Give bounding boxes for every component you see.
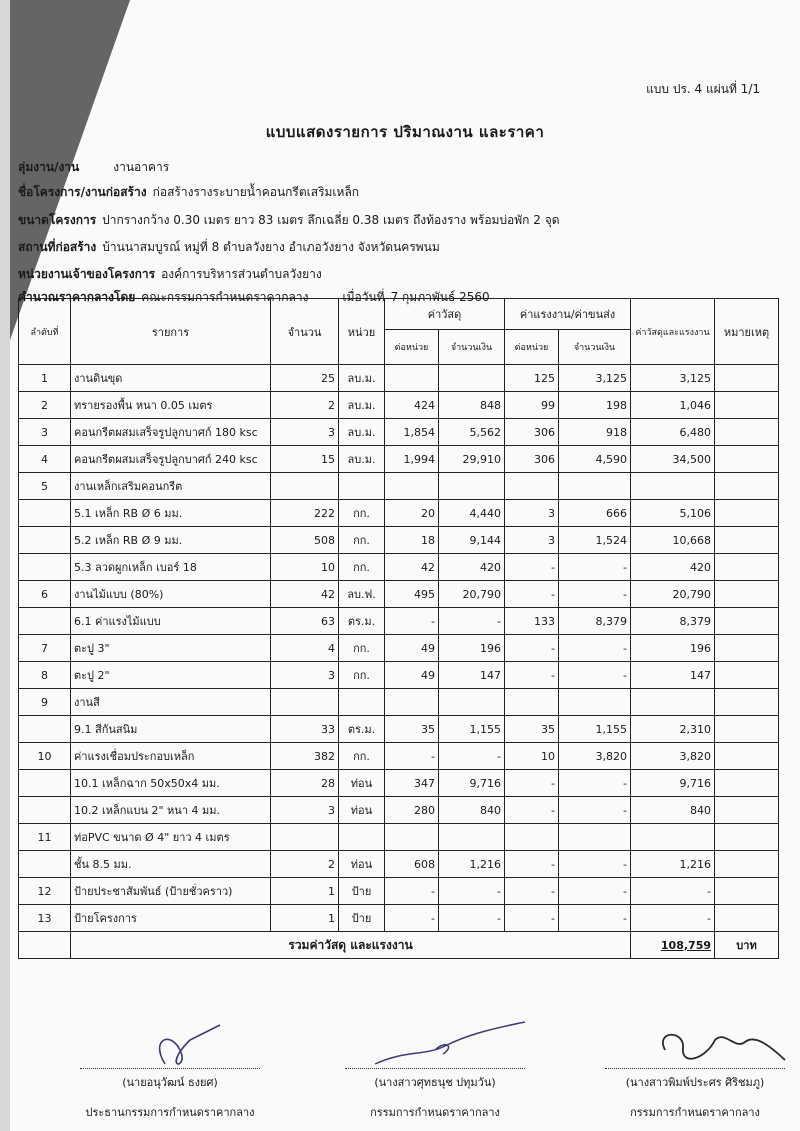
row-qty	[271, 824, 339, 851]
signature-block-2	[335, 1020, 535, 1121]
row-labor-unit-price: 306	[505, 419, 559, 446]
row-item: ตะปู 3"	[71, 635, 271, 662]
document-title: แบบแสดงรายการ ปริมาณงาน และราคา	[265, 123, 545, 141]
row-no	[19, 851, 71, 878]
info-group	[18, 158, 169, 177]
row-unit: ป้าย	[339, 878, 385, 905]
row-labor-unit-price: -	[505, 851, 559, 878]
row-unit: กก.	[339, 662, 385, 689]
info-size	[18, 211, 560, 230]
total-label: รวมค่าวัสดุ และแรงงาน	[71, 932, 631, 959]
row-total: 8,379	[631, 608, 715, 635]
row-total: 147	[631, 662, 715, 689]
row-item: ป้ายโครงการ	[71, 905, 271, 932]
row-labor-amount: -	[559, 797, 631, 824]
row-note	[715, 662, 779, 689]
row-material-amount: 29,910	[439, 446, 505, 473]
row-no	[19, 716, 71, 743]
header-material: ค่าวัสดุ	[385, 299, 505, 330]
row-note	[715, 743, 779, 770]
row-unit	[339, 824, 385, 851]
row-item: ท่อPVC ขนาด Ø 4" ยาว 4 เมตร	[71, 824, 271, 851]
row-note	[715, 365, 779, 392]
row-material-unit-price: 42	[385, 554, 439, 581]
row-note	[715, 446, 779, 473]
row-qty: 42	[271, 581, 339, 608]
table-row	[19, 500, 779, 527]
row-item: 5.2 เหล็ก RB Ø 9 มม.	[71, 527, 271, 554]
row-material-unit-price	[385, 689, 439, 716]
row-total: 20,790	[631, 581, 715, 608]
row-labor-amount: -	[559, 554, 631, 581]
row-unit: ท่อน	[339, 770, 385, 797]
header-note: หมายเหตุ	[715, 299, 779, 365]
table-row	[19, 851, 779, 878]
row-no	[19, 500, 71, 527]
row-material-unit-price: 18	[385, 527, 439, 554]
row-note	[715, 689, 779, 716]
table-row	[19, 716, 779, 743]
table-row	[19, 554, 779, 581]
row-material-unit-price: 1,994	[385, 446, 439, 473]
row-qty: 2	[271, 392, 339, 419]
row-item: ป้ายประชาสัมพันธ์ (ป้ายชั่วคราว)	[71, 878, 271, 905]
table-row	[19, 770, 779, 797]
row-no	[19, 608, 71, 635]
row-item: งานเหล็กเสริมคอนกรีต	[71, 473, 271, 500]
row-labor-unit-price: -	[505, 581, 559, 608]
info-owner	[18, 265, 322, 284]
row-total: 840	[631, 797, 715, 824]
row-no: 7	[19, 635, 71, 662]
row-labor-amount: -	[559, 770, 631, 797]
row-item: 9.1 สีกันสนิม	[71, 716, 271, 743]
row-qty: 3	[271, 797, 339, 824]
table-row	[19, 824, 779, 851]
row-total: 2,310	[631, 716, 715, 743]
table-row	[19, 662, 779, 689]
signature-line	[80, 1068, 260, 1069]
row-material-amount: 1,155	[439, 716, 505, 743]
row-qty: 4	[271, 635, 339, 662]
row-no: 10	[19, 743, 71, 770]
row-material-unit-price	[385, 365, 439, 392]
signer-name: (นางสาวศุทธนุช ปทุมวัน)	[374, 1076, 496, 1089]
table-row	[19, 689, 779, 716]
row-note	[715, 716, 779, 743]
row-material-amount: 4,440	[439, 500, 505, 527]
group-label: ลุ่มงาน/งาน	[18, 160, 80, 174]
row-unit	[339, 473, 385, 500]
row-labor-amount: 3,820	[559, 743, 631, 770]
table-row	[19, 797, 779, 824]
signer-role: กรรมการกำหนดราคากลาง	[370, 1106, 500, 1119]
calc-label: คำนวณราคากลางโดย	[18, 290, 136, 304]
row-qty: 1	[271, 878, 339, 905]
row-note	[715, 473, 779, 500]
row-item: งานสี	[71, 689, 271, 716]
row-item: ค่าแรงเชื่อมประกอบเหล็ก	[71, 743, 271, 770]
header-labor-unit-price: ต่อหน่วย	[505, 330, 559, 365]
row-qty: 63	[271, 608, 339, 635]
row-total: 3,820	[631, 743, 715, 770]
row-labor-amount	[559, 689, 631, 716]
row-item: งานดินขุด	[71, 365, 271, 392]
row-material-amount: 840	[439, 797, 505, 824]
header-item: รายการ	[71, 299, 271, 365]
signature-block-1	[70, 1020, 270, 1121]
row-item: ตะปู 2"	[71, 662, 271, 689]
row-material-amount: -	[439, 743, 505, 770]
row-qty: 28	[271, 770, 339, 797]
row-total: 10,668	[631, 527, 715, 554]
row-no	[19, 527, 71, 554]
row-no	[19, 554, 71, 581]
signature-line	[345, 1068, 525, 1069]
row-total: 9,716	[631, 770, 715, 797]
row-total	[631, 689, 715, 716]
row-material-unit-price: 608	[385, 851, 439, 878]
row-qty: 3	[271, 419, 339, 446]
row-material-unit-price	[385, 824, 439, 851]
row-note	[715, 527, 779, 554]
row-material-unit-price: -	[385, 743, 439, 770]
row-labor-amount: 666	[559, 500, 631, 527]
row-labor-unit-price	[505, 824, 559, 851]
row-unit: ท่อน	[339, 851, 385, 878]
signature-block-3	[595, 1020, 795, 1121]
row-item: 5.3 ลวดผูกเหล็ก เบอร์ 18	[71, 554, 271, 581]
row-material-unit-price: 49	[385, 662, 439, 689]
total-blank	[19, 932, 71, 959]
row-no: 2	[19, 392, 71, 419]
row-labor-amount: 1,155	[559, 716, 631, 743]
header-labor-amount: จำนวนเงิน	[559, 330, 631, 365]
table-row	[19, 419, 779, 446]
row-no: 6	[19, 581, 71, 608]
row-unit: กก.	[339, 554, 385, 581]
table-row	[19, 473, 779, 500]
row-note	[715, 500, 779, 527]
row-total: -	[631, 905, 715, 932]
row-material-unit-price	[385, 473, 439, 500]
table-row	[19, 608, 779, 635]
row-material-amount	[439, 473, 505, 500]
row-note	[715, 554, 779, 581]
row-material-unit-price: -	[385, 905, 439, 932]
row-material-unit-price: -	[385, 608, 439, 635]
row-no: 11	[19, 824, 71, 851]
group-value: งานอาคาร	[113, 160, 170, 174]
size-value: ปากรางกว้าง 0.30 เมตร ยาว 83 เมตร ลึกเฉลี่ย 0.38 เมตร ถึงท้องราง พร้อมบ่อพัก 2 จุด	[102, 213, 560, 227]
row-note	[715, 419, 779, 446]
row-qty: 2	[271, 851, 339, 878]
row-no: 4	[19, 446, 71, 473]
row-no: 1	[19, 365, 71, 392]
row-no: 12	[19, 878, 71, 905]
owner-value: องค์การบริหารส่วนตำบลวังยาง	[161, 267, 322, 281]
row-item: 10.2 เหล็กแบน 2" หนา 4 มม.	[71, 797, 271, 824]
signature-image	[595, 1020, 795, 1068]
table-row	[19, 905, 779, 932]
row-unit: ป้าย	[339, 905, 385, 932]
row-total: 196	[631, 635, 715, 662]
row-labor-unit-price: 125	[505, 365, 559, 392]
row-no: 3	[19, 419, 71, 446]
row-note	[715, 824, 779, 851]
document-page	[10, 0, 800, 1131]
signature-image	[335, 1020, 535, 1068]
row-note	[715, 851, 779, 878]
row-item: ทรายรองพื้น หนา 0.05 เมตร	[71, 392, 271, 419]
header-labor: ค่าแรงงาน/ค่าขนส่ง	[505, 299, 631, 330]
site-value: บ้านนาสมบูรณ์ หมู่ที่ 8 ตำบลวังยาง อำเภอวังยาง จังหวัดนครพนม	[102, 240, 440, 254]
row-labor-unit-price: -	[505, 770, 559, 797]
table-row	[19, 878, 779, 905]
row-material-amount: 147	[439, 662, 505, 689]
row-material-amount: 9,144	[439, 527, 505, 554]
row-material-unit-price: 495	[385, 581, 439, 608]
header-unit: หน่วย	[339, 299, 385, 365]
row-labor-unit-price: 3	[505, 527, 559, 554]
row-unit: ลบ.ม.	[339, 365, 385, 392]
row-material-amount: 20,790	[439, 581, 505, 608]
site-label: สถานที่ก่อสร้าง	[18, 240, 97, 254]
row-qty: 10	[271, 554, 339, 581]
row-unit: ลบ.ฟ.	[339, 581, 385, 608]
row-qty	[271, 689, 339, 716]
row-material-amount: 848	[439, 392, 505, 419]
info-site	[18, 238, 440, 257]
project-label: ชื่อโครงการ/งานก่อสร้าง	[18, 185, 147, 199]
row-material-amount	[439, 689, 505, 716]
row-unit: ท่อน	[339, 797, 385, 824]
row-material-unit-price: 1,854	[385, 419, 439, 446]
row-material-unit-price: 424	[385, 392, 439, 419]
row-material-amount: 5,562	[439, 419, 505, 446]
row-labor-amount: -	[559, 635, 631, 662]
row-qty: 1	[271, 905, 339, 932]
row-material-unit-price: 20	[385, 500, 439, 527]
size-label: ขนาดโครงการ	[18, 213, 97, 227]
total-value: 108,759	[631, 932, 715, 959]
header-no: ลำดับที่	[19, 299, 71, 365]
row-material-unit-price: 49	[385, 635, 439, 662]
row-material-amount: -	[439, 878, 505, 905]
row-labor-unit-price	[505, 473, 559, 500]
row-labor-amount	[559, 824, 631, 851]
row-material-amount	[439, 365, 505, 392]
row-total: 34,500	[631, 446, 715, 473]
row-total: 6,480	[631, 419, 715, 446]
row-qty: 15	[271, 446, 339, 473]
row-material-amount: -	[439, 608, 505, 635]
owner-label: หน่วยงานเจ้าของโครงการ	[18, 267, 156, 281]
row-note	[715, 905, 779, 932]
header-material-amount: จำนวนเงิน	[439, 330, 505, 365]
row-total	[631, 473, 715, 500]
row-labor-unit-price: 35	[505, 716, 559, 743]
project-value: ก่อสร้างรางระบายน้ำคอนกรีตเสริมเหล็ก	[152, 185, 360, 199]
row-note	[715, 878, 779, 905]
row-material-unit-price: 35	[385, 716, 439, 743]
row-labor-amount: -	[559, 581, 631, 608]
row-total: 5,106	[631, 500, 715, 527]
row-labor-amount	[559, 473, 631, 500]
row-item: คอนกรีตผสมเสร็จรูปลูกบาศก์ 180 ksc	[71, 419, 271, 446]
calc-value: คณะกรรมการกำหนดราคากลาง	[141, 290, 309, 304]
row-labor-amount: -	[559, 878, 631, 905]
row-item: ชั้น 8.5 มม.	[71, 851, 271, 878]
row-labor-unit-price: 133	[505, 608, 559, 635]
date-value: 7 กุมภาพันธ์ 2560	[390, 290, 490, 304]
table-row	[19, 581, 779, 608]
row-labor-amount: 8,379	[559, 608, 631, 635]
signer-role: กรรมการกำหนดราคากลาง	[630, 1106, 760, 1119]
row-labor-unit-price: 10	[505, 743, 559, 770]
table-row	[19, 635, 779, 662]
row-qty: 25	[271, 365, 339, 392]
row-material-amount: 420	[439, 554, 505, 581]
row-material-amount: 196	[439, 635, 505, 662]
row-unit: ลบ.ม.	[339, 419, 385, 446]
row-labor-amount: 3,125	[559, 365, 631, 392]
row-labor-unit-price: 306	[505, 446, 559, 473]
row-labor-unit-price: -	[505, 797, 559, 824]
signer-name: (นายอนุวัฒน์ ธงยศ)	[122, 1076, 218, 1089]
row-qty: 222	[271, 500, 339, 527]
row-item: 5.1 เหล็ก RB Ø 6 มม.	[71, 500, 271, 527]
row-no: 8	[19, 662, 71, 689]
row-material-amount: -	[439, 905, 505, 932]
row-material-unit-price: 280	[385, 797, 439, 824]
row-note	[715, 392, 779, 419]
row-total	[631, 824, 715, 851]
row-note	[715, 770, 779, 797]
row-labor-unit-price	[505, 689, 559, 716]
row-labor-amount: 4,590	[559, 446, 631, 473]
row-no: 5	[19, 473, 71, 500]
table-row	[19, 743, 779, 770]
row-item: 10.1 เหล็กฉาก 50x50x4 มม.	[71, 770, 271, 797]
row-labor-unit-price: -	[505, 878, 559, 905]
row-labor-unit-price: -	[505, 554, 559, 581]
row-note	[715, 635, 779, 662]
row-material-amount: 1,216	[439, 851, 505, 878]
row-qty: 33	[271, 716, 339, 743]
row-material-unit-price: -	[385, 878, 439, 905]
row-labor-unit-price: -	[505, 635, 559, 662]
row-unit: กก.	[339, 635, 385, 662]
row-unit	[339, 689, 385, 716]
row-unit: กก.	[339, 527, 385, 554]
signer-name: (นางสาวพิมพ์ประศร ศิริชมภู)	[625, 1076, 765, 1089]
row-no	[19, 797, 71, 824]
header-total: ค่าวัสดุและแรงงาน	[631, 299, 715, 365]
row-unit: ลบ.ม.	[339, 392, 385, 419]
row-note	[715, 797, 779, 824]
row-no: 13	[19, 905, 71, 932]
row-total: 1,216	[631, 851, 715, 878]
row-total: 3,125	[631, 365, 715, 392]
row-item: งานไม้แบบ (80%)	[71, 581, 271, 608]
row-labor-amount: -	[559, 851, 631, 878]
form-number: แบบ ปร. 4 แผ่นที่ 1/1	[646, 82, 760, 96]
signature-line	[605, 1068, 785, 1069]
row-labor-amount: -	[559, 662, 631, 689]
row-labor-unit-price: -	[505, 662, 559, 689]
row-total: 420	[631, 554, 715, 581]
row-unit: กก.	[339, 500, 385, 527]
row-item: คอนกรีตผสมเสร็จรูปลูกบาศก์ 240 ksc	[71, 446, 271, 473]
row-qty: 3	[271, 662, 339, 689]
row-labor-amount: -	[559, 905, 631, 932]
row-qty: 382	[271, 743, 339, 770]
row-unit: กก.	[339, 743, 385, 770]
table-row	[19, 392, 779, 419]
row-labor-amount: 1,524	[559, 527, 631, 554]
row-total: -	[631, 878, 715, 905]
row-no: 9	[19, 689, 71, 716]
row-unit: ลบ.ม.	[339, 446, 385, 473]
info-project	[18, 183, 359, 202]
signer-role: ประธานกรรมการกำหนดราคากลาง	[85, 1106, 255, 1119]
row-qty	[271, 473, 339, 500]
table-row	[19, 527, 779, 554]
row-no	[19, 770, 71, 797]
table-body	[19, 365, 779, 932]
price-table	[18, 298, 779, 959]
row-unit: ตร.ม.	[339, 608, 385, 635]
row-qty: 508	[271, 527, 339, 554]
row-note	[715, 581, 779, 608]
row-total: 1,046	[631, 392, 715, 419]
row-material-amount: 9,716	[439, 770, 505, 797]
row-material-unit-price: 347	[385, 770, 439, 797]
row-material-amount	[439, 824, 505, 851]
row-labor-unit-price: 99	[505, 392, 559, 419]
row-labor-amount: 918	[559, 419, 631, 446]
row-item: 6.1 ค่าแรงไม้แบบ	[71, 608, 271, 635]
row-labor-unit-price: -	[505, 905, 559, 932]
header-material-unit-price: ต่อหน่วย	[385, 330, 439, 365]
table-row	[19, 446, 779, 473]
row-note	[715, 608, 779, 635]
header-qty: จำนวน	[271, 299, 339, 365]
row-unit: ตร.ม.	[339, 716, 385, 743]
date-label: เมื่อวันที่	[342, 290, 385, 304]
row-labor-amount: 198	[559, 392, 631, 419]
total-unit: บาท	[715, 932, 779, 959]
table-row	[19, 365, 779, 392]
signature-image	[70, 1020, 270, 1068]
row-labor-unit-price: 3	[505, 500, 559, 527]
